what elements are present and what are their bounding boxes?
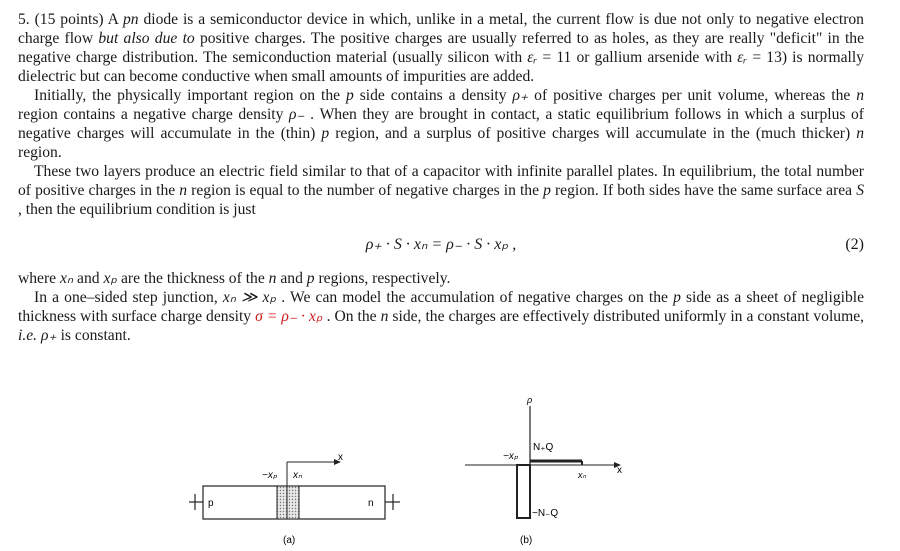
- fig-b-axis-x: x: [617, 465, 622, 476]
- fig-b-axis-rho: ρ: [527, 395, 533, 405]
- fig-b-xn: xₙ: [578, 470, 587, 480]
- fig-a-xn: xₙ: [293, 470, 302, 481]
- fig-a-n-label: n: [368, 498, 374, 509]
- figure-a: [189, 452, 400, 546]
- fig-a-p-label: p: [208, 498, 214, 509]
- figure-b: [465, 395, 622, 546]
- fig-b-caption: (b): [520, 535, 533, 546]
- sigma-formula: σ = ρ₋ · xₚ: [255, 308, 323, 325]
- paragraph-where: where xₙ and xₚ are the thickness of the n and p regions, respectively.: [18, 270, 451, 287]
- equation-number: (2): [845, 236, 864, 253]
- paragraph-densities: Initially, the physically important region on the p side contains a density ρ₊ of positive charges per unit volume, whereas the n region contains a negative charge density ρ₋ . When they are brought in contact, a static equilibrium follows in which a surplus of negative charges will accumulate in the (thin) p region, and a surplus of positive charges will accumulate in the (much thicker) n region.: [18, 87, 865, 161]
- fig-b-negative-charge: [517, 465, 530, 518]
- problem-points: (15 points): [34, 11, 104, 28]
- problem-number: 5.: [18, 11, 30, 28]
- math-pn: pn: [122, 11, 139, 28]
- junction-region: [277, 486, 299, 519]
- fig-a-minus-xp: −xₚ: [262, 470, 278, 481]
- paragraph-equilibrium: These two layers produce an electric field similar to that of a capacitor with infinite parallel plates. In equilibrium, the total number of positive charges in the n region is equal to the number of negative charges in the p region. If both sides have the same surface area S , then the equilibrium condition is just: [18, 163, 864, 218]
- fig-b-plus-label: N₊Q: [533, 442, 554, 453]
- paragraph-step-junction: In a one–sided step junction, xₙ ≫ xₚ . We can model the accumulation of negative charges on the p side as a sheet of negligible thickness with surface charge density σ = ρ₋ · xₚ . On the n side, the charges are effectively distributed uniformly in a constant volume, i.e. ρ₊ is constant.: [18, 289, 865, 344]
- fig-b-minus-xp: −xₚ: [503, 451, 519, 462]
- fig-b-minus-label: −N₋Q: [532, 508, 559, 519]
- paragraph-intro: 5. (15 points) A pn diode is a semiconductor device in which, unlike in a metal, the current flow is due not only to negative electron charge flow but also due to positive charges. The positive charges are usually referred to as holes, as they are really "deficit" in the negative charge distribution. The semiconduction material (usually silicon with εᵣ = 11 or gallium arsenide with εᵣ = 13) is normally dielectric but can become conductive when small amounts of impurities are added.: [18, 11, 864, 85]
- fig-a-caption: (a): [283, 535, 296, 546]
- fig-a-axis-x: x: [338, 452, 343, 463]
- equation-body: ρ₊ · S · xₙ = ρ₋ · S · xₚ ,: [365, 236, 517, 253]
